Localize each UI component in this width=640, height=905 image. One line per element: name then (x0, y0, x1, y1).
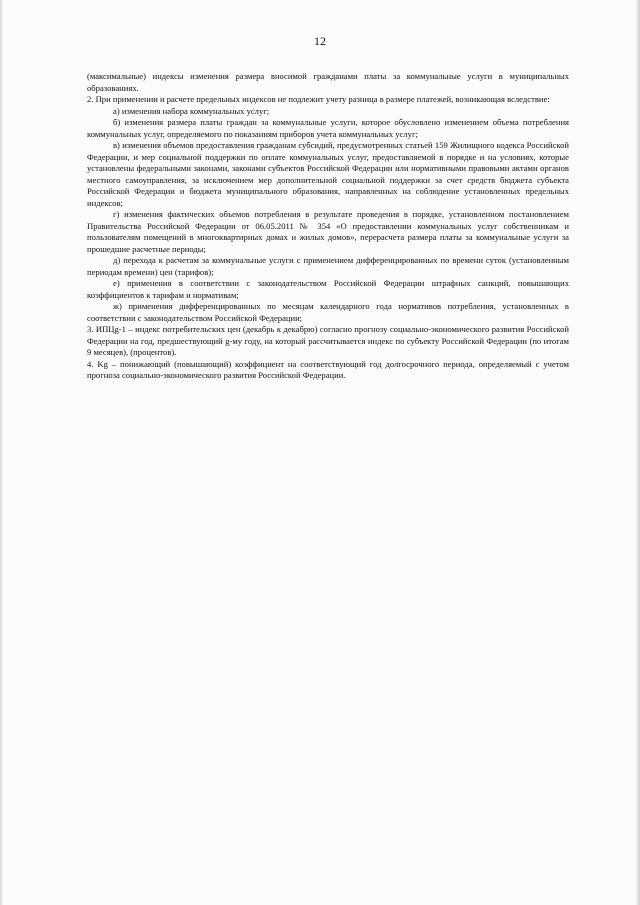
page-number: 12 (314, 34, 326, 48)
paragraph-item-2zh: ж) применения дифференцированных по месяцам календарного года нормативов потребления, установленных в соответствии с законодательством Российской Федерации; (87, 301, 569, 323)
paragraph-item-2v: в) изменения объемов предоставления гражданам субсидий, предусмотренных статьей 159 Жилищного кодекса Российской Федерации, и мер социальной поддержки по оплате коммунальных услуг, предоставляемой в порядке и на условиях, которые установлены федеральными законами, законами субъектов Российской Федерации или нормативными правовыми актами органов местного самоуправления, за исключением мер дополнительной социальной поддержки за счет средств бюджета субъекта Российской Федерации и бюджета муниципального образования, направленных на соблюдение установленных предельных индексов; (87, 140, 569, 208)
scan-right-edge (636, 0, 640, 905)
paragraph-item-2g: г) изменения фактических объемов потребления в результате проведения в порядке, установленном постановлением Правительства Российской Федерации от 06.05.2011 № 354 «О предоставлении коммунальных услуг собственникам и пользователям помещений в многоквартирных домах и жилых домов», перерасчета размера платы за коммунальные услуги за прошедшие расчетные периоды; (87, 209, 569, 254)
paragraph-item-2d: д) перехода к расчетам за коммунальные услуги с применением дифференцированных по времени суток (установленным периодам времени) цен (тарифов); (87, 255, 569, 277)
paragraph-item-2e: е) применения в соответствии с законодательством Российской Федерации штрафных санкций, повышающих коэффициентов к тарифам и нормативам; (87, 278, 569, 300)
paragraph-municipal-indices: (максимальные) индексы изменения размера вносимой гражданами платы за коммунальные услуги в муниципальных образованиях. (87, 71, 569, 93)
paragraph-item-3: 3. ИПЦg-1 – индекс потребительских цен (декабрь к декабрю) согласно прогнозу социально-экономического развития Российской Федерации на год, предшествующий g-му году, на который рассчитывается индекс по субъекту Российской Федерации (по итогам 9 месяцев), (процентов). (87, 324, 569, 357)
paragraph-item-4: 4. Kg – понижающий (повышающий) коэффициент на соответствующий год долгосрочного периода, определяемый с учетом прогноза социально-экономического развития Российской Федерации. (87, 358, 569, 380)
paragraph-item-2a: а) изменения набора коммунальных услуг; (113, 105, 270, 116)
scan-left-edge (0, 0, 3, 905)
paragraph-item-2b: б) изменения размера платы граждан за коммунальные услуги, которое обусловлено изменением объема потребления коммунальных услуг, определяемого по показаниям приборов учета коммунальных услуг; (87, 117, 569, 139)
paragraph-item-2: 2. При применении и расчете предельных индексов не подлежит учету разница в размере платежей, возникающая вследствие: (87, 94, 550, 104)
document-body (87, 71, 569, 382)
